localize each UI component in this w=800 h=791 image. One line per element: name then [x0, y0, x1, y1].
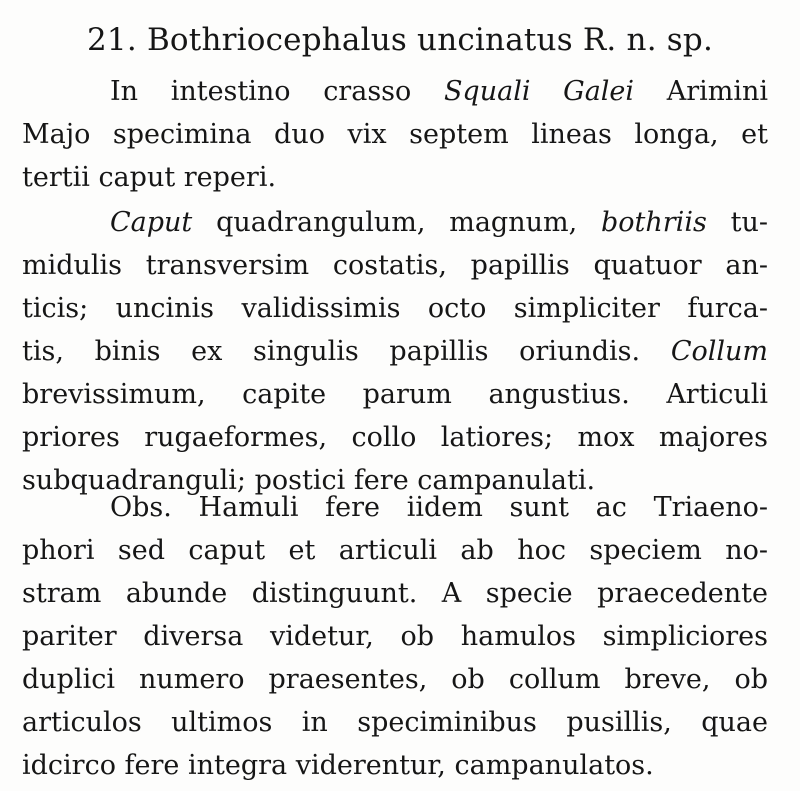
text-line: priores rugaeformes, collo latiores; mox majores — [22, 422, 768, 453]
paragraph-habitat — [22, 70, 768, 199]
term-bothriis: bothriis — [601, 207, 707, 238]
text-line: tis, binis ex singulis papillis oriundis. Collum — [22, 336, 768, 367]
text-line: ticis; uncinis validissimis octo simpliciter furca- — [22, 293, 768, 324]
paragraph-observation — [22, 486, 768, 787]
species-heading: 21. Bothriocephalus uncinatus R. n. sp. — [86, 22, 714, 58]
text-line: phori sed caput et articuli ab hoc speciem no- — [22, 535, 768, 566]
text-line: duplici numero praesentes, ob collum breve, ob — [22, 664, 768, 695]
text-line: midulis transversim costatis, papillis quatuor an- — [22, 250, 768, 281]
text-line: Caput quadrangulum, magnum, bothriis tu- — [110, 207, 768, 238]
text-line: idcirco fere integra viderentur, campanulatos. — [22, 750, 654, 781]
text-line: tertii caput reperi. — [22, 162, 277, 193]
text-line: stram abunde distinguunt. A specie praecedente — [22, 578, 768, 609]
paragraph-description — [22, 201, 768, 502]
host-species-name: Squali Galei — [443, 76, 635, 107]
term-caput: Caput — [110, 207, 193, 238]
text-line: subquadranguli; postici fere campanulati. — [22, 465, 596, 496]
text-line: articulos ultimos in speciminibus pusillis, quae — [22, 707, 768, 738]
text-line: brevissimum, capite parum angustius. Articuli — [22, 379, 768, 410]
text-line: In intestino crasso Squali Galei Arimini — [110, 76, 768, 107]
text-line: pariter diversa videtur, ob hamulos simpliciores — [22, 621, 768, 652]
text-line: Majo specimina duo vix septem lineas longa, et — [22, 119, 768, 150]
text-line: Obs. Hamuli fere iidem sunt ac Triaeno- — [110, 492, 768, 523]
term-collum: Collum — [670, 336, 768, 367]
